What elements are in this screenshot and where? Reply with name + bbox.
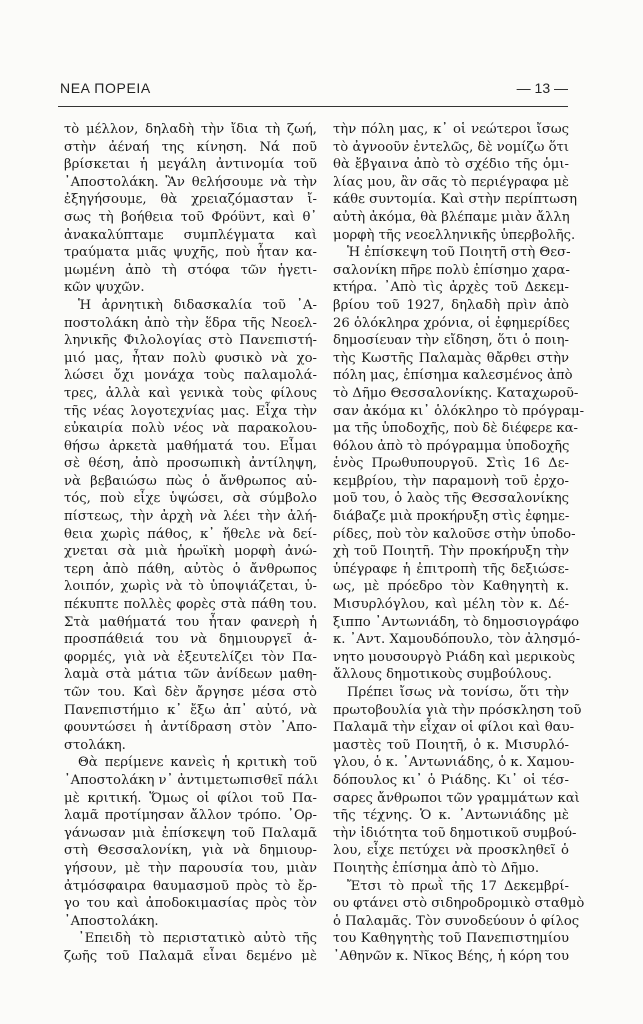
text-line: γάνωσαν μιὰ ἐπίσκεψη τοῦ Παλαμᾶ — [64, 825, 317, 841]
text-line: στὴ Θεσσαλονίκη, γιὰ νὰ δημιουρ- — [64, 843, 317, 859]
text-line: σαρες ἄνθρωποι τῶν γραμμάτων καὶ — [333, 790, 580, 806]
text-line: μοῦ του, ὁ λαὸς τῆς Θεσσαλονίκης — [333, 491, 569, 507]
text-line: τῶν του. Καὶ δὲν ἄργησε μέσα στὸ — [64, 685, 317, 700]
text-line: ἐξηγήσουμε, θὰ χρειαζόμασταν ἴ- — [64, 192, 317, 208]
text-line: πόλη μας, ἐπίσημα καλεσμένος ἀπὸ — [333, 368, 573, 384]
text-line: νὰ βεβαιώσω πὼς ὁ ἄνθρωπος αὐ- — [64, 473, 317, 489]
text-line: θόλου ἀπὸ τὸ πρόγραμμα ὑποδοχῆς — [333, 438, 570, 454]
text-line: κῶν ψυχῶν. — [64, 280, 145, 296]
text-line: τῆς τέχνης. Ὁ κ. ᾿Αντωνιάδης μὲ — [333, 808, 569, 824]
text-line: κάθε συντομία. Καὶ στὴν περίπτωση — [333, 192, 577, 208]
text-line: Ἔτσι τὸ πρωῒ τῆς 17 Δεκεμβρί- — [347, 878, 569, 894]
text-line: εὐκαιρία πολὺ νέος νὰ παρακολου- — [64, 421, 317, 437]
text-line: Ἡ ἐπίσκεψη τοῦ Ποιητῆ στὴ Θεσ- — [347, 245, 571, 261]
text-line: θήσω ἀρκετὰ μαθήματά του. Εἶμαι — [64, 438, 317, 454]
text-line: του Καθηγητὴς τοῦ Πανεπιστημίου — [333, 931, 569, 947]
text-line: σαν ἀκόμα κι᾿ ὁλόκληρο τὸ πρόγραμ- — [333, 403, 585, 419]
text-line: μα τῆς ὑποδοχῆς, ποὺ δὲ διέφερε κα- — [333, 421, 579, 437]
text-line: Ποιητὴς ἐπίσημα ἀπὸ τὸ Δῆμο. — [333, 860, 540, 876]
text-column-left — [64, 121, 317, 966]
text-line: κεμβρίου, τὴν παραμονὴ τοῦ ἐρχο- — [333, 473, 569, 489]
text-column-right — [333, 121, 585, 966]
journal-title: ΝΕΑ ΠΟΡΕΙΑ — [60, 80, 151, 96]
text-line: ᾿Αποστολάκη ν᾿ ἀντιμετωπισθεῖ πάλι — [64, 772, 319, 788]
text-line: Ἡ ἀρνητικὴ διδασκαλία τοῦ ᾿Α- — [78, 297, 317, 313]
text-line: τὸ μέλλον, δηλαδὴ τὴν ἴδια τὴ ζωή, — [64, 122, 317, 137]
text-line: τραύματα μιᾶς ψυχῆς, ποὺ ἦταν κα- — [64, 245, 317, 261]
text-line: θεια χωρὶς πάθος, κ᾿ ἤθελε νὰ δεί- — [64, 526, 317, 542]
text-line: Παλαμᾶ τὴν εἶχαν οἱ φίλοι καὶ θαυ- — [333, 720, 575, 736]
text-line: τὸ ἀγνοοῦν ἐντελῶς, δὲ νομίζω ὅτι — [333, 139, 569, 155]
text-line: ὑπέγραφε ἡ ἐπιτροπὴ τῆς δεξιώσε- — [333, 561, 569, 577]
text-line: θὰ ἔβγαινα ἀπὸ τὸ σχέδιο τῆς ὁμι- — [333, 157, 569, 173]
text-line: λαμὰ στὰ μάτια τῶν ἀνίδεων μαθη- — [64, 667, 317, 683]
text-line: ρίδες, ποὺ τὸν καλοῦσε στὴν ὑποδο- — [333, 526, 576, 542]
text-line: βρίσκεται ἡ μεγάλη ἀντινομία τοῦ — [64, 157, 317, 173]
text-line: φορμές, γιὰ νὰ ἐξευτελίζει τὸν Πα- — [64, 649, 317, 665]
text-line: ξιππο ᾿Αντωνιάδη, τὸ δημοσιογράφο — [333, 614, 580, 630]
text-line: τὴν ἰδιότητα τοῦ δημοτικοῦ συμβού- — [333, 825, 577, 841]
text-line: λώσει ὄχι μονάχα τοὺς παλαμολά- — [64, 368, 317, 384]
text-line: ου φτάνει στὸ σιδηροδρομικὸ σταθμὸ — [333, 896, 585, 912]
text-line: μὲ κριτική. Ὅμως οἱ φίλοι τοῦ Πα- — [64, 790, 317, 806]
text-line: γλου, ὁ κ. ᾿Αντωνιάδης, ὁ κ. Χαμου- — [333, 755, 575, 771]
header-rule — [58, 106, 568, 107]
text-line: σως τὴ βοήθεια τοῦ Φρόϋντ, καὶ θ᾿ — [64, 209, 317, 225]
text-line: τρες, ἀλλὰ καὶ γενικὰ τοὺς φίλους — [64, 385, 317, 401]
text-line: ληνικῆς Φιλολογίας στὸ Πανεπιστή- — [64, 333, 317, 349]
text-line: αὐτὴ ἀκόμα, θὰ βλέπαμε μιὰν ἄλλη — [333, 209, 570, 225]
text-line: λου, εἶχε πετύχει νὰ προσκληθεῖ ὁ — [333, 843, 569, 859]
text-line: 26 ὁλόκληρα χρόνια, οἱ ἐφημερίδες — [333, 315, 570, 331]
text-line: μαστὲς τοῦ Ποιητῆ, ὁ κ. Μισυρλό- — [333, 737, 569, 753]
text-line: βρίου τοῦ 1927, δηλαδὴ πρὶν ἀπὸ — [333, 297, 569, 313]
text-line: μιό μας, ἦταν πολὺ φυσικὸ νὰ χο- — [64, 350, 317, 366]
text-line: τὴς Κωστῆς Παλαμὰς θἄρθει στὴν — [333, 350, 569, 366]
text-line: στὴν ἀέναή της κίνηση. Νά ποῦ — [64, 139, 317, 155]
text-line: γο του καὶ ἀποδοκιμασίας πρὸς τὸν — [64, 896, 317, 912]
text-line: τῆς νέας λογοτεχνίας μας. Εἶχα τὴν — [64, 403, 317, 419]
text-line: φουντώσει ἡ ἀντίδραση στὸν ᾿Απο- — [64, 720, 317, 736]
text-line: χὴ τοῦ Ποιητῆ. Τὴν προκήρυξη τὴν — [333, 544, 569, 560]
text-line: χνεται σὰ μιὰ ἡρωϊκὴ μορφὴ ἀνώ- — [64, 544, 317, 560]
text-line: ἑνὸς Πρωθυπουργοῦ. Στὶς 16 Δε- — [333, 456, 569, 472]
text-line: διάβαζε μιὰ προκήρυξη στὶς ἐφημε- — [333, 509, 570, 525]
text-line: τός, ποὺ εἶχε ὑψώσει, σὰ σύμβολο — [64, 491, 317, 507]
text-line: Πανεπιστήμιο κ᾿ ἔξω ἀπ᾿ αὐτό, νὰ — [64, 702, 317, 718]
text-line: πρωτοβουλία γιὰ τὴν πρόσκληση τοῦ — [333, 702, 582, 718]
text-line: μορφὴ τῆς νεοελληνικῆς ὑπερβολῆς. — [333, 227, 576, 243]
text-line: ᾿Αποστολάκη. Ἂν θελήσουμε νὰ τὴν — [64, 174, 317, 190]
text-line: τερη ἀπὸ πάθη, αὐτὸς ὁ ἄνθρωπος — [64, 561, 317, 577]
text-line: γήσουν, μὲ τὴν παρουσία του, μιὰν — [64, 860, 317, 876]
text-line: τὸ Δῆμο Θεσσαλονίκης. Καταχωροῦ- — [333, 385, 579, 401]
text-line: ᾿Αθηνῶν κ. Νῖκος Βέης, ἡ κόρη του — [333, 948, 569, 964]
text-line: λαμᾶ προτίμησαν ἄλλον τρόπο. ᾿Ορ- — [64, 808, 317, 824]
text-line: δόπουλος κι᾿ ὁ Ριάδης. Κι᾿ οἱ τέσ- — [333, 772, 569, 788]
text-line: ζωῆς τοῦ Παλαμᾶ εἶναι δεμένο μὲ — [64, 948, 317, 964]
text-line: λίας μου, ἂν σᾶς τὸ περιέγραφα μὲ — [333, 174, 569, 190]
text-line: λοιπόν, χωρὶς νὰ τὸ ὑποψιάζεται, ὑ- — [64, 579, 317, 595]
text-line: τὴν πόλη μας, κ᾿ οἱ νεώτεροι ἴσως — [333, 122, 569, 137]
page-number: — 13 — — [516, 80, 568, 96]
text-line: ᾿Επειδὴ τὸ περιστατικὸ αὐτὸ τῆς — [78, 931, 317, 947]
text-line: σὲ θέση, ἀπὸ προσωπικὴ ἀντίληψη, — [64, 456, 317, 472]
text-line: ἀνακαλύπταμε συμπλέγματα καὶ — [64, 227, 317, 243]
text-line: Θὰ περίμενε κανεὶς ἡ κριτικὴ τοῦ — [78, 755, 317, 771]
text-line: ἀτμόσφαιρα θαυμασμοῦ πρὸς τὸ ἔρ- — [64, 878, 317, 894]
text-line: Πρέπει ἴσως νὰ τονίσω, ὅτι τὴν — [347, 685, 569, 700]
text-line: στολάκη. — [64, 737, 126, 753]
text-line: ποστολάκη ἀπὸ τὴν ἕδρα τῆς Νεοελ- — [64, 315, 317, 331]
text-line: προσπάθειά του νὰ δημιουργεῖ ἀ- — [64, 632, 317, 648]
text-line: Μισυρλόγλου, καὶ μέλη τὸν κ. Δέ- — [333, 597, 569, 613]
text-line: πέκυπτε πολλὲς φορὲς στὰ πάθη του. — [64, 597, 317, 613]
text-line: μωμένη ἀπὸ τὴ στόφα τῶν ἡγετι- — [64, 262, 317, 278]
text-line: ως, μὲ πρόεδρο τὸν Καθηγητὴ κ. — [333, 579, 569, 595]
text-line: ἄλλους δημοτικοὺς συμβούλους. — [333, 667, 552, 683]
text-line: κτήρα. ᾿Απὸ τὶς ἀρχὲς τοῦ Δεκεμ- — [333, 280, 569, 296]
text-line: ᾿Αποστολάκη. — [64, 913, 159, 929]
text-line: σαλονίκη πῆρε πολὺ ἐπίσημο χαρα- — [333, 262, 570, 278]
text-line: νητο μουσουργὸ Ριάδη καὶ μερικοὺς — [333, 649, 575, 665]
text-line: πίστεως, τὴν ἀρχὴ νὰ λέει τὴν ἀλή- — [64, 509, 317, 525]
text-line: δημοσίευαν τὴν εἴδηση, ὅτι ὁ ποιη- — [333, 333, 569, 349]
text-line: ὁ Παλαμᾶς. Τὸν συνοδεύουν ὁ φίλος — [333, 913, 580, 929]
running-header — [58, 78, 568, 100]
text-line: Στὰ μαθήματά του ἦταν φανερὴ ἡ — [64, 614, 317, 630]
text-line: κ. ᾿Αντ. Χαμουδόπουλο, τὸν ἀλησμό- — [333, 632, 581, 648]
